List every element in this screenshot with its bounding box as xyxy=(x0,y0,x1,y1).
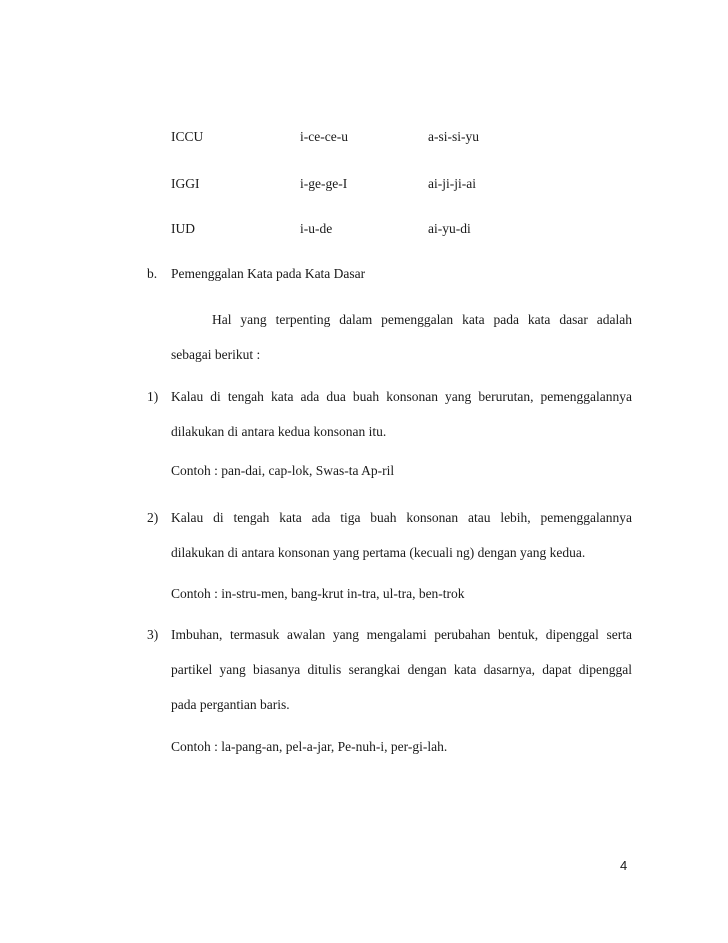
section-heading: Pemenggalan Kata pada Kata Dasar xyxy=(171,266,366,281)
intro-line: sebagai berikut : xyxy=(171,347,261,362)
rule-number: 2) xyxy=(147,510,159,525)
rule-text-line: dilakukan di antara kedua konsonan itu. xyxy=(171,424,387,439)
rule-text-line: Kalau di tengah kata ada dua buah konsonan yang berurutan, pemenggalannya xyxy=(171,389,632,404)
abbreviation-pronunciation: ai-yu-di xyxy=(428,221,471,236)
rule-text-line: dilakukan di antara konsonan yang pertama (kecuali ng) dengan yang kedua. xyxy=(171,545,586,560)
rule-text-line: partikel yang biasanya ditulis serangkai dengan kata dasarnya, dapat dipenggal xyxy=(171,662,632,677)
abbreviation-pronunciation: ai-ji-ji-ai xyxy=(428,176,476,191)
rule-number: 3) xyxy=(147,627,159,642)
abbreviation-term: ICCU xyxy=(171,129,204,144)
rule-text-line: Kalau di tengah kata ada tiga buah konsonan atau lebih, pemenggalannya xyxy=(171,510,632,525)
abbreviation-row xyxy=(0,176,728,196)
page-number: 4 xyxy=(620,858,628,873)
rule-example: Contoh : la-pang-an, pel-a-jar, Pe-nuh-i, per-gi-lah. xyxy=(171,739,448,754)
rule-example: Contoh : pan-dai, cap-lok, Swas-ta Ap-ril xyxy=(171,463,395,478)
abbreviation-spelling: i-ge-ge-I xyxy=(300,176,348,191)
rule-text-line: Imbuhan, termasuk awalan yang mengalami perubahan bentuk, dipenggal serta xyxy=(171,627,632,642)
abbreviation-row xyxy=(0,129,728,149)
intro-line: Hal yang terpenting dalam pemenggalan kata pada kata dasar adalah xyxy=(212,312,632,327)
abbreviation-spelling: i-u-de xyxy=(300,221,333,236)
section-marker: b. xyxy=(147,266,158,281)
abbreviation-pronunciation: a-si-si-yu xyxy=(428,129,479,144)
abbreviation-term: IGGI xyxy=(171,176,200,191)
abbreviation-term: IUD xyxy=(171,221,195,236)
rule-text-line: pada pergantian baris. xyxy=(171,697,290,712)
rule-example: Contoh : in-stru-men, bang-krut in-tra, ul-tra, ben-trok xyxy=(171,586,465,601)
abbreviation-row xyxy=(0,221,728,241)
rule-number: 1) xyxy=(147,389,159,404)
abbreviation-spelling: i-ce-ce-u xyxy=(300,129,348,144)
